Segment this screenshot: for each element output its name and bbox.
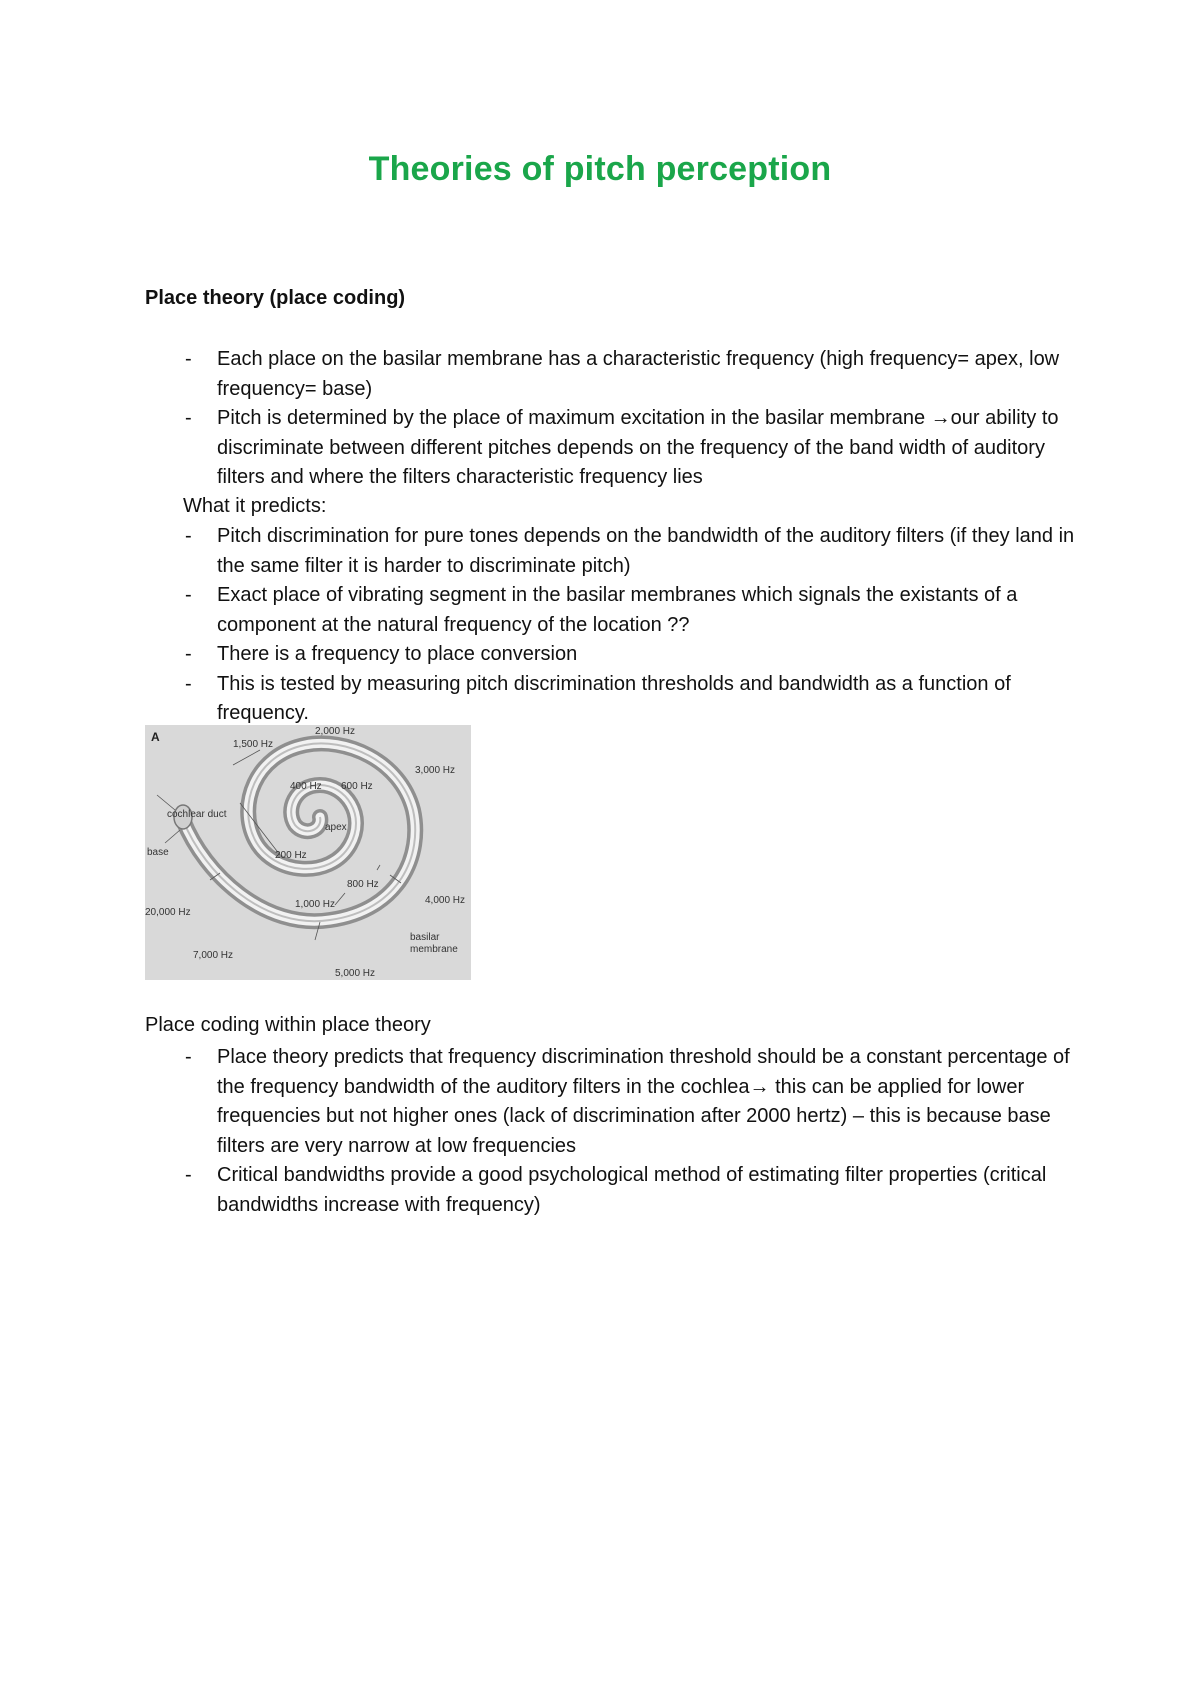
predicts-label: What it predicts: [183,495,327,517]
label-1500hz: 1,500 Hz [233,739,274,750]
bullet-dash: - [185,407,192,429]
label-1000hz: 1,000 Hz [295,899,336,910]
label-400hz: 400 Hz [290,781,322,792]
label-4000hz: 4,000 Hz [425,895,466,906]
list-item: - This is tested by measuring pitch discrimination thresholds and bandwidth as a function of frequency. [145,670,1075,729]
place-coding-list [145,1043,1075,1220]
bullet-dash: - [185,348,192,370]
label-20000hz: 20,000 Hz [145,907,191,918]
label-cochlear-duct: cochlear duct [167,809,227,820]
cochlea-svg [145,725,471,980]
predicts-list [145,522,1075,729]
label-membrane: membrane [410,944,458,955]
panel-letter: A [151,730,160,744]
list-item: - There is a frequency to place conversion [145,640,1075,670]
label-7000hz: 7,000 Hz [193,950,234,961]
list-item: - Critical bandwidths provide a good psychological method of estimating filter properties (critical bandwidths increase with frequency) [145,1161,1075,1220]
bullet-dash: - [185,584,192,606]
list-item: - Pitch is determined by the place of maximum excitation in the basilar membrane →our ability to discriminate between different pitches depends on the frequency of the band width of auditory filters and where the filters characteristic frequency lies [145,404,1075,493]
label-apex: apex [325,822,347,833]
place-theory-list [145,345,1075,493]
bullet-dash: - [185,643,192,665]
label-3000hz: 3,000 Hz [415,765,456,776]
page-title: Theories of pitch perception [368,150,832,188]
bullet-dash: - [185,1046,192,1068]
list-item: - Exact place of vibrating segment in the basilar membranes which signals the existants of a component at the natural frequency of the location ?? [145,581,1075,640]
bullet-dash: - [185,672,192,695]
label-2000hz: 2,000 Hz [315,726,356,737]
list-item: - Each place on the basilar membrane has a characteristic frequency (high frequency= apex, low frequency= base) [145,345,1075,404]
list-item: - Pitch discrimination for pure tones depends on the bandwidth of the auditory filters (if they land in the same filter it is harder to discriminate pitch) [145,522,1075,581]
label-base: base [147,847,169,858]
cochlea-diagram [145,725,471,980]
label-200hz: 200 Hz [275,850,307,861]
list-item: - Place theory predicts that frequency discrimination threshold should be a constant percentage of the frequency bandwidth of the auditory filters in the cochlea→ this can be applied for lower frequencies but not higher ones (lack of discrimination after 2000 hertz) – this is because base filters are very narrow at low frequencies [145,1043,1075,1161]
label-600hz: 600 Hz [341,781,373,792]
bullet-dash: - [185,525,192,547]
place-theory-heading: Place theory (place coding) [145,287,406,309]
label-800hz: 800 Hz [347,879,379,890]
bullet-dash: - [185,1164,192,1186]
place-coding-heading: Place coding within place theory [145,1014,431,1036]
label-5000hz: 5,000 Hz [335,968,376,979]
label-basilar: basilar [410,932,440,943]
